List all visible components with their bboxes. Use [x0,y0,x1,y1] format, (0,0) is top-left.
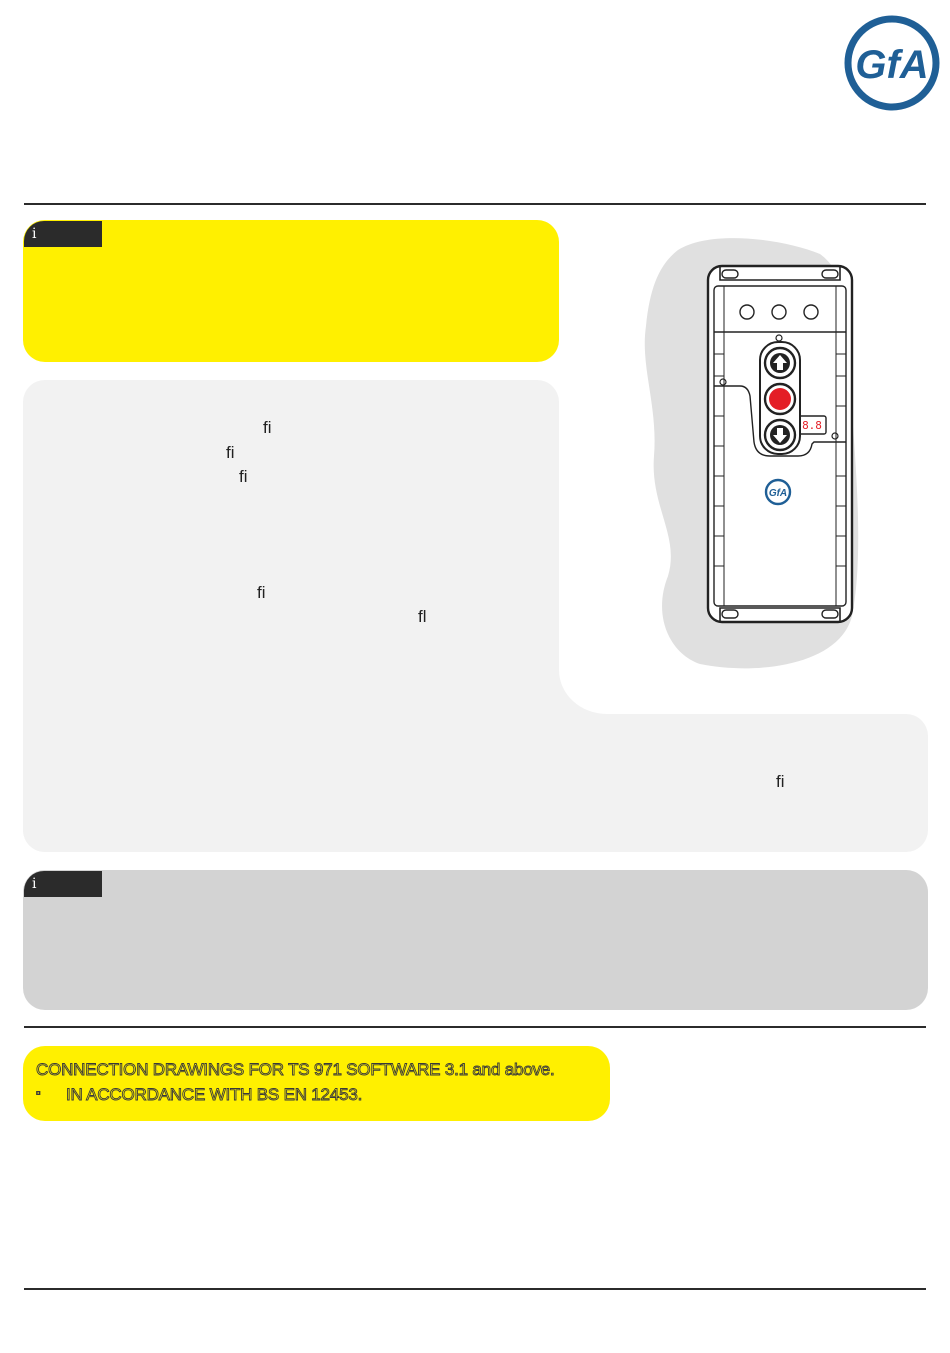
connection-title: CONNECTION DRAWINGS FOR TS 971 SOFTWARE 3.1 and above. [36,1060,555,1079]
gfa-logo [843,14,941,112]
text-fragment: ﬁ [257,583,266,602]
up-arrow-icon [765,348,795,378]
logo-text: GfA [855,43,929,87]
connection-bullet-text: IN ACCORDANCE WITH BS EN 12453. [66,1085,363,1104]
text-fragment: ﬁ [263,418,272,437]
text-fragment: ﬁ [776,772,785,791]
panel-corner [559,670,607,714]
text-fragment: ﬁ [239,467,248,486]
footer-rule [24,1288,926,1290]
stop-icon [765,384,795,414]
text-fragment: ﬂ [418,607,427,626]
connection-bullet-icon: ▫ [36,1085,41,1100]
header-rule [24,203,926,205]
grey-info-box [23,870,928,1010]
device-logo-icon [766,480,790,504]
text-panel-lower [23,714,928,852]
yellow-info-box [23,220,559,362]
down-arrow-icon [765,420,795,450]
text-fragment: ﬁ [226,443,235,462]
svg-text:GfA: GfA [768,488,788,499]
info-tag-2 [24,871,102,897]
info-tag [24,221,102,247]
info-icon: i [32,876,37,892]
display-readout: 8.8 [802,419,822,432]
info-icon: i [32,226,37,242]
connection-box [23,1046,610,1121]
controller-illustration [630,236,870,676]
section-rule [24,1026,926,1028]
text-panel-fill [500,714,580,754]
